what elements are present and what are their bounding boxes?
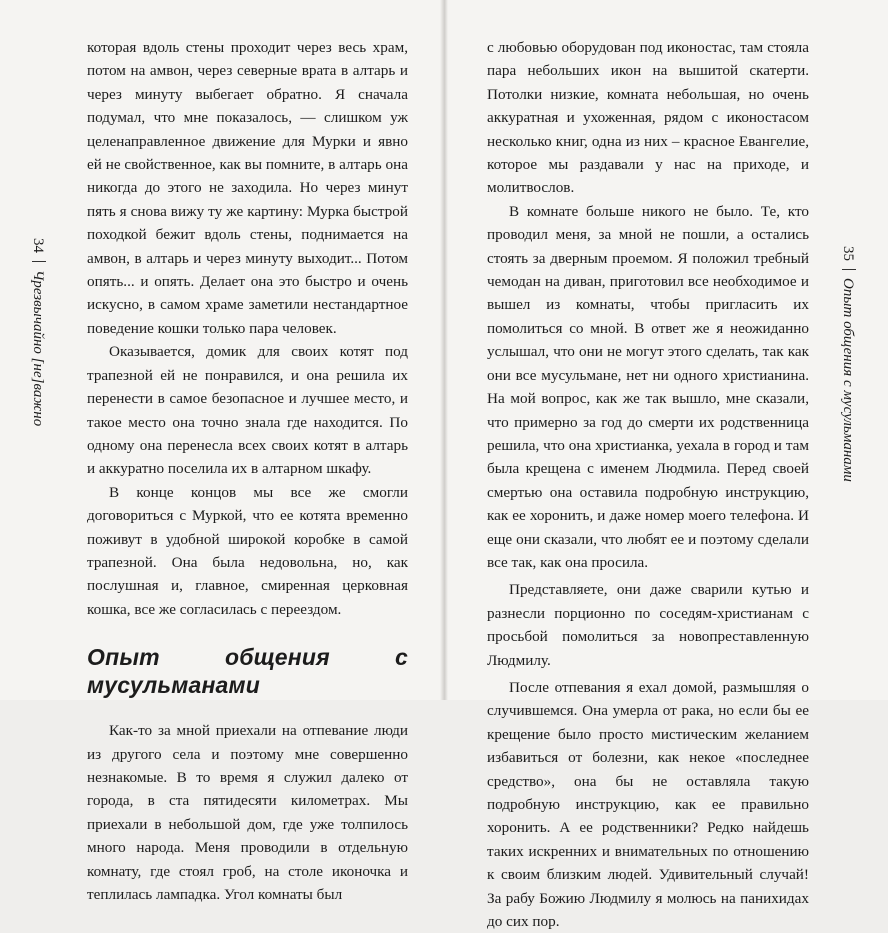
paragraph: Как-то за мной приехали на отпевание люди из другого села и поэтому мне совершенно незнакомые. В то время я служил далеко от города, в ста пятидесяти километрах. Мы приехали в небольшой дом, где уже толпилось много народа. Меня проводили в отдельную комнату, где стоял гроб, на столе иконочка и теплилась лампадка. Угол комнаты был <box>87 722 408 903</box>
running-head-divider <box>842 269 856 270</box>
paragraph: После отпевания я ехал домой, размышляя о случившемся. Она умерла от рака, но если бы ее крещение было просто мистическим желанием избавиться от болезни, как некое «последнее средство», она бы не оставляла такую подробную инструкцию, как ее правильно хоронить. А ее родственники? Редко найдешь таких искренних и внимательных по отношению к своим близким людей. Удивительный случай! За рабу Божию Людмилу я молюсь на панихидах до сих пор. <box>487 678 809 931</box>
right-running-head <box>839 246 856 482</box>
paragraph: В конце концов мы все же смогли договориться с Муркой, что ее котята временно поживут в удобной широкой коробке в самой трапезной. Она была недовольна, но, как послушная и, главное, смиренная церковная кошка, все же согласилась с переездом. <box>87 483 408 618</box>
paragraph: Представляете, они даже сварили кутью и разнесли порционно по соседям-христианам с просьбой помолиться за новопреставленную Людмилу. <box>487 581 809 669</box>
left-running-head-title: Чрезвычайно [не]важно <box>30 270 46 427</box>
section-heading: Опыт общения с мусульманами <box>87 644 408 699</box>
left-page-number: 34 <box>30 238 46 253</box>
left-running-head <box>29 238 46 426</box>
paragraph: Оказывается, домик для своих котят под трапезной ей не понравился, и она решила их перенести в самое безопасное и лучшее место, и такое место она точно знала где находится. По одному она перенесла всех своих котят в алтарь и аккуратно поселила их в алтарном шкафу. <box>87 343 408 478</box>
book-gutter <box>440 0 448 700</box>
right-page-number: 35 <box>840 246 856 261</box>
right-running-head-title: Опыт общения с мусульманами <box>840 278 856 482</box>
paragraph: которая вдоль стены проходит через весь храм, потом на амвон, через северные врата в алтарь и через минуту выбегает обратно. Я сначала подумал, что мне показалось, — слишком уж целенаправленное движение для Мурки и явно ей не свойственное, как вы помните, в алтарь она никогда до этого не заходила. Но через минут пять я снова вижу ту же картину: Мурка быстрой походкой бежит вдоль стены, поднимается на амвон, в алтарь и через минуту выходит... Потом опять... и опять. Делает она это быстро и очень искусно, в самом храме заметили нестандартное поведение кошки только пара человек. <box>87 39 408 337</box>
paragraph: с любовью оборудован под иконостас, там стояла пара небольших икон на вышитой скатерти. Потолки низкие, комната небольшая, но очень аккуратная и ухоженная, рядом с иконостасом несколько книг, одна из них – красное Евангелие, которое мы раздавали у нас на приходе, и молитвослов. <box>487 39 809 197</box>
running-head-divider <box>32 261 46 262</box>
paragraph: В комнате больше никого не было. Те, кто проводил меня, за мной не пошли, а остались стоять за дверным проемом. Я положил требный чемодан на диван, приготовил все необходимое и вышел из комнаты, чтобы пригласить их помолиться со мной. В ответ же я неожиданно услышал, что они не могут этого сделать, так как они все мусульмане, нет ни одного христианина. На мой вопрос, как же так вышло, мне сказали, что примерно за год до смерти их родственница решила, что она христианка, уехала в город и там была крещена с именем Людмила. Перед своей смертью она оставила подробную инструкцию, как ее хоронить, и даже номер моего телефона. И еще они сказали, что любят ее и поэтому сделали все так, как она просила. <box>487 202 809 571</box>
left-page-text <box>87 36 408 906</box>
right-page-text <box>487 36 809 933</box>
